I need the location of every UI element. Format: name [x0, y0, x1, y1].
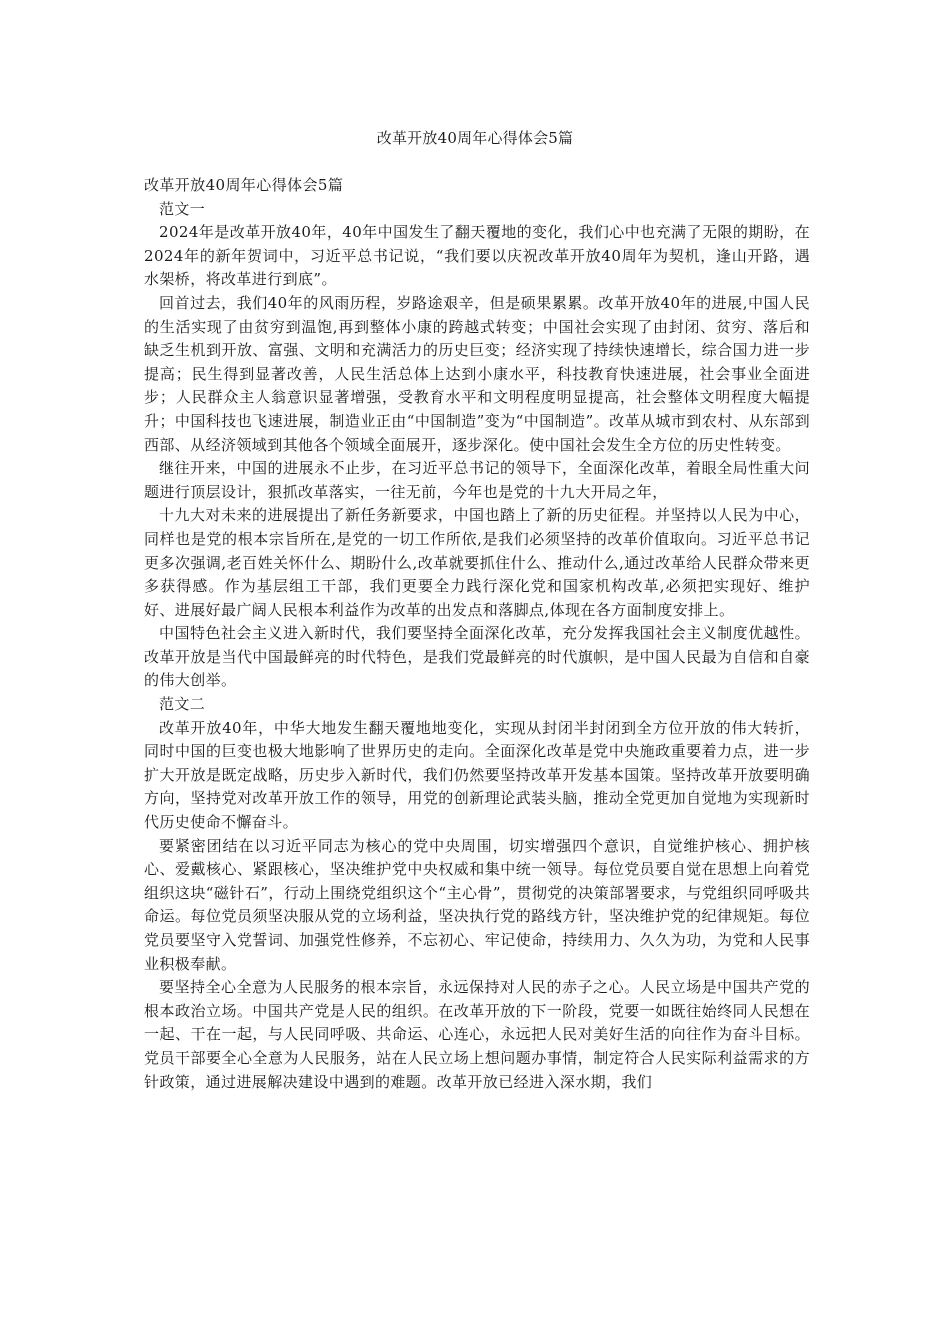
- section-heading: 范文二: [159, 695, 206, 714]
- document-subtitle: 改革开放40周年心得体会5篇: [144, 176, 344, 194]
- body-paragraph: 2024年是改革开放40年，40年中国发生了翻天覆地的变化，我们心中也充满了无限的期盼，在2024年的新年贺词中，习近平总书记说，“我们要以庆祝改革开放40周年为契机，逢山开路，遇水架桥，将改革进行到底”。: [144, 223, 810, 289]
- body-paragraph: 十九大对未来的进展提出了新任务新要求，中国也踏上了新的历史征程。并坚持以人民为中心，同样也是党的根本宗旨所在,是党的一切工作所依,是我们必须坚持的改革价值取向。习近平总书记更多次强调,老百姓关怀什么、期盼什么,改革就要抓住什么、推动什么,通过改革给人民群众带来更多获得感。作为基层组工干部，我们更要全力践行深化党和国家机构改革,必须把实现好、维护好、进展好最广阔人民根本利益作为改革的出发点和落脚点,体现在各方面制度安排上。: [144, 506, 810, 619]
- body-paragraph: 改革开放40年，中华大地发生翻天覆地地变化，实现从封闭半封闭到全方位开放的伟大转折，同时中国的巨变也极大地影响了世界历史的走向。全面深化改革是党中央施政重要着力点，进一步扩大开放是既定战略，历史步入新时代，我们仍然要坚持改革开发基本国策。坚持改革开放要明确方向，坚持党对改革开放工作的领导，用党的创新理论武装头脑，推动全党更加自觉地为实现新时代历史使命不懈奋斗。: [144, 718, 810, 832]
- body-paragraph: 要坚持全心全意为人民服务的根本宗旨，永远保持对人民的赤子之心。人民立场是中国共产党的根本政治立场。中国共产党是人民的组织。在改革开放的下一阶段，党要一如既往始终同人民想在一起、干在一起，与人民同呼吸、共命运、心连心，永远把人民对美好生活的向往作为奋斗目标。党员干部要全心全意为人民服务，站在人民立场上想问题办事情，制定符合人民实际利益需求的方针政策，通过进展解决建设中遇到的难题。改革开放已经进入深水期，我们: [144, 978, 810, 1091]
- body-paragraph: 回首过去，我们40年的风雨历程，岁路途艰辛，但是硕果累累。改革开放40年的进展,中国人民的生活实现了由贫穷到温饱,再到整体小康的跨越式转变；中国社会实现了由封闭、贫穷、落后和缺乏生机到开放、富强、文明和充满活力的历史巨变；经济实现了持续快速增长，综合国力进一步提高；民生得到显著改善，人民生活总体上达到小康水平，科技教育快速进展，社会事业全面进步；人民群众主人翁意识显著增强，受教育水平和文明程度明显提高，社会整体文明程度大幅提升；中国科技也飞速进展，制造业正由“中国制造”变为“中国制造”。改革从城市到农村、从东部到西部、从经济领域到其他各个领域全面展开，逐步深化。使中国社会发生全方位的历史性转变。: [144, 293, 810, 454]
- body-paragraph: 中国特色社会主义进入新时代，我们要坚持全面深化改革，充分发挥我国社会主义制度优越性。改革开放是当代中国最鲜亮的时代特色，是我们党最鲜亮的时代旗帜，是中国人民最为自信和自豪的伟大创举。: [144, 624, 810, 690]
- document-body: [144, 174, 810, 1094]
- body-paragraph: 继往开来，中国的进展永不止步，在习近平总书记的领导下，全面深化改革，着眼全局性重大问题进行顶层设计，狠抓改革落实，一往无前，今年也是党的十九大开局之年，: [144, 459, 810, 501]
- body-paragraph: 要紧密团结在以习近平同志为核心的党中央周围，切实增强四个意识，自觉维护核心、拥护核心、爱戴核心、紧跟核心，坚决维护党中央权威和集中统一领导。每位党员要自觉在思想上向着党组织这块“磁针石”，行动上围绕党组织这个“主心骨”，贯彻党的决策部署要求，与党组织同呼吸共命运。每位党员须坚决服从党的立场利益，坚决执行党的路线方针，坚决维护党的纪律规矩。每位党员要坚守入党誓词、加强党性修养，不忘初心、牢记使命，持续用力、久久为功，为党和人民事业积极奉献。: [144, 836, 810, 973]
- document-title: 改革开放40周年心得体会5篇: [376, 129, 574, 147]
- section-heading: 范文一: [159, 199, 206, 218]
